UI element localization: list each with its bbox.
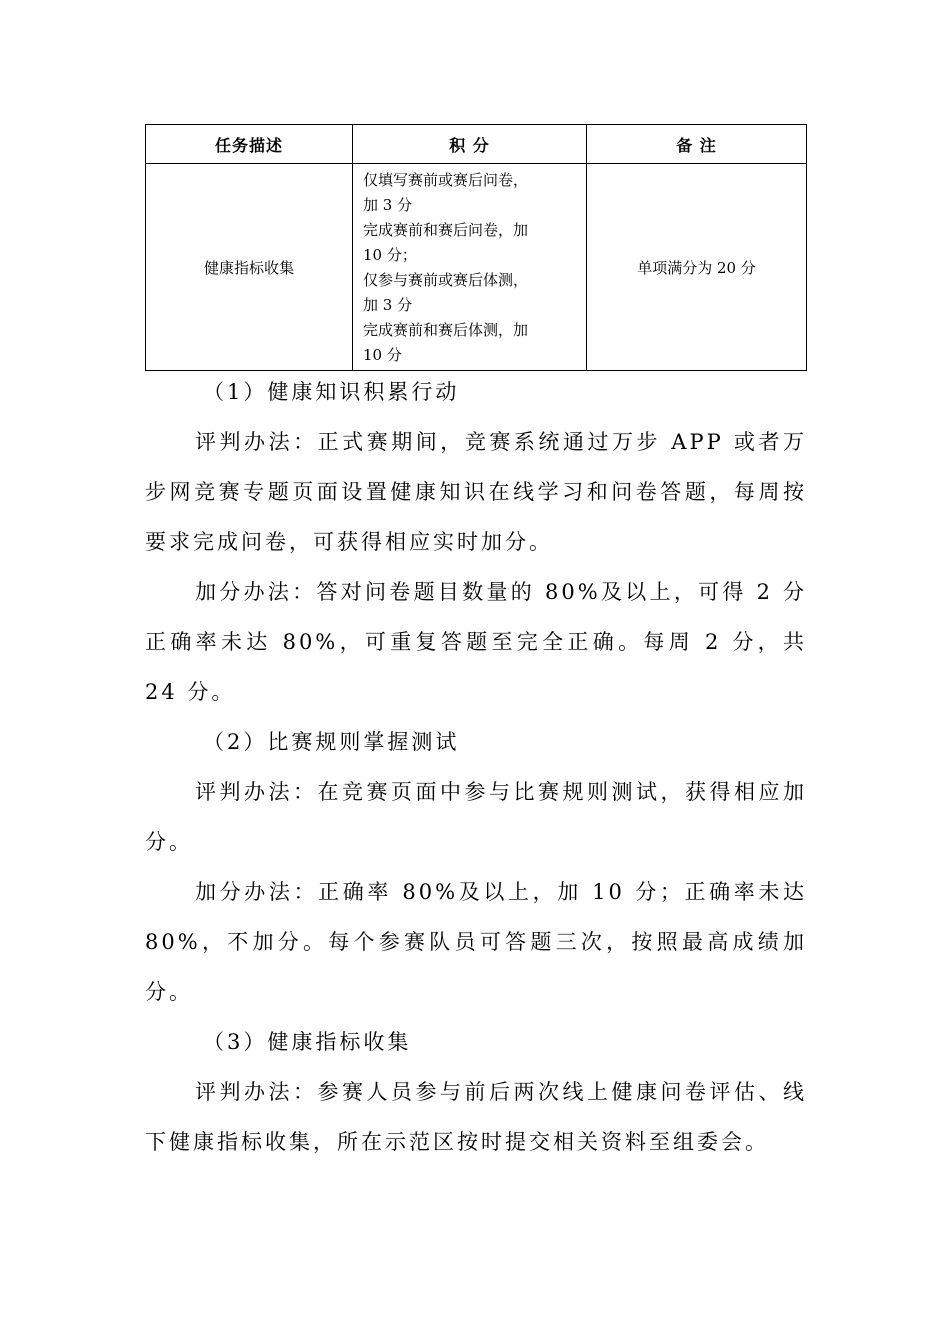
cell-score [353, 164, 587, 371]
section-2-judging-paragraph: 评判办法：在竞赛页面中参与比赛规则测试，获得相应加分。 [145, 780, 807, 854]
score-line: 10 分 [363, 346, 402, 364]
table-row [146, 164, 807, 371]
score-list [353, 164, 586, 370]
scoring-table [145, 124, 807, 371]
cell-note: 单项满分为 20 分 [587, 164, 807, 371]
section-heading-2: （2）比赛规则掌握测试 [203, 730, 460, 754]
section-heading-3: （3）健康指标收集 [203, 1030, 412, 1054]
section-3-judging-paragraph: 评判办法：参赛人员参与前后两次线上健康问卷评估、线下健康指标收集，所在示范区按时提交相关资料至组委会。 [145, 1080, 807, 1154]
section-2-scoring-paragraph: 加分办法：正确率 80%及以上，加 10 分；正确率未达 80%，不加分。每个参赛队员可答题三次，按照最高成绩加分。 [145, 880, 807, 1004]
section-heading-1: （1）健康知识积累行动 [203, 380, 460, 404]
section-1-judging-paragraph: 评判办法：正式赛期间，竞赛系统通过万步 APP 或者万步网竞赛专题页面设置健康知识在线学习和问卷答题，每周按要求完成问卷，可获得相应实时加分。 [145, 430, 807, 554]
score-line: 加 3 分 [363, 196, 413, 214]
cell-task: 健康指标收集 [146, 164, 353, 371]
score-line: 加 3 分 [363, 296, 413, 314]
header-task-description: 任务描述 [146, 125, 353, 164]
score-line: 10 分； [363, 246, 417, 264]
section-1-scoring-paragraph: 加分办法：答对问卷题目数量的 80%及以上，可得 2 分正确率未达 80%，可重复答题至完全正确。每周 2 分，共 24 分。 [145, 580, 807, 704]
header-note: 备 注 [587, 125, 807, 164]
score-line: 仅填写赛前或赛后问卷， [363, 171, 529, 189]
table-header-row [146, 125, 807, 164]
document-body [145, 367, 807, 1167]
score-line: 仅参与赛前或赛后体测， [363, 271, 529, 289]
score-line: 完成赛前和赛后问卷，加 [363, 221, 529, 239]
score-line: 完成赛前和赛后体测，加 [363, 321, 529, 339]
header-score: 积 分 [353, 125, 587, 164]
